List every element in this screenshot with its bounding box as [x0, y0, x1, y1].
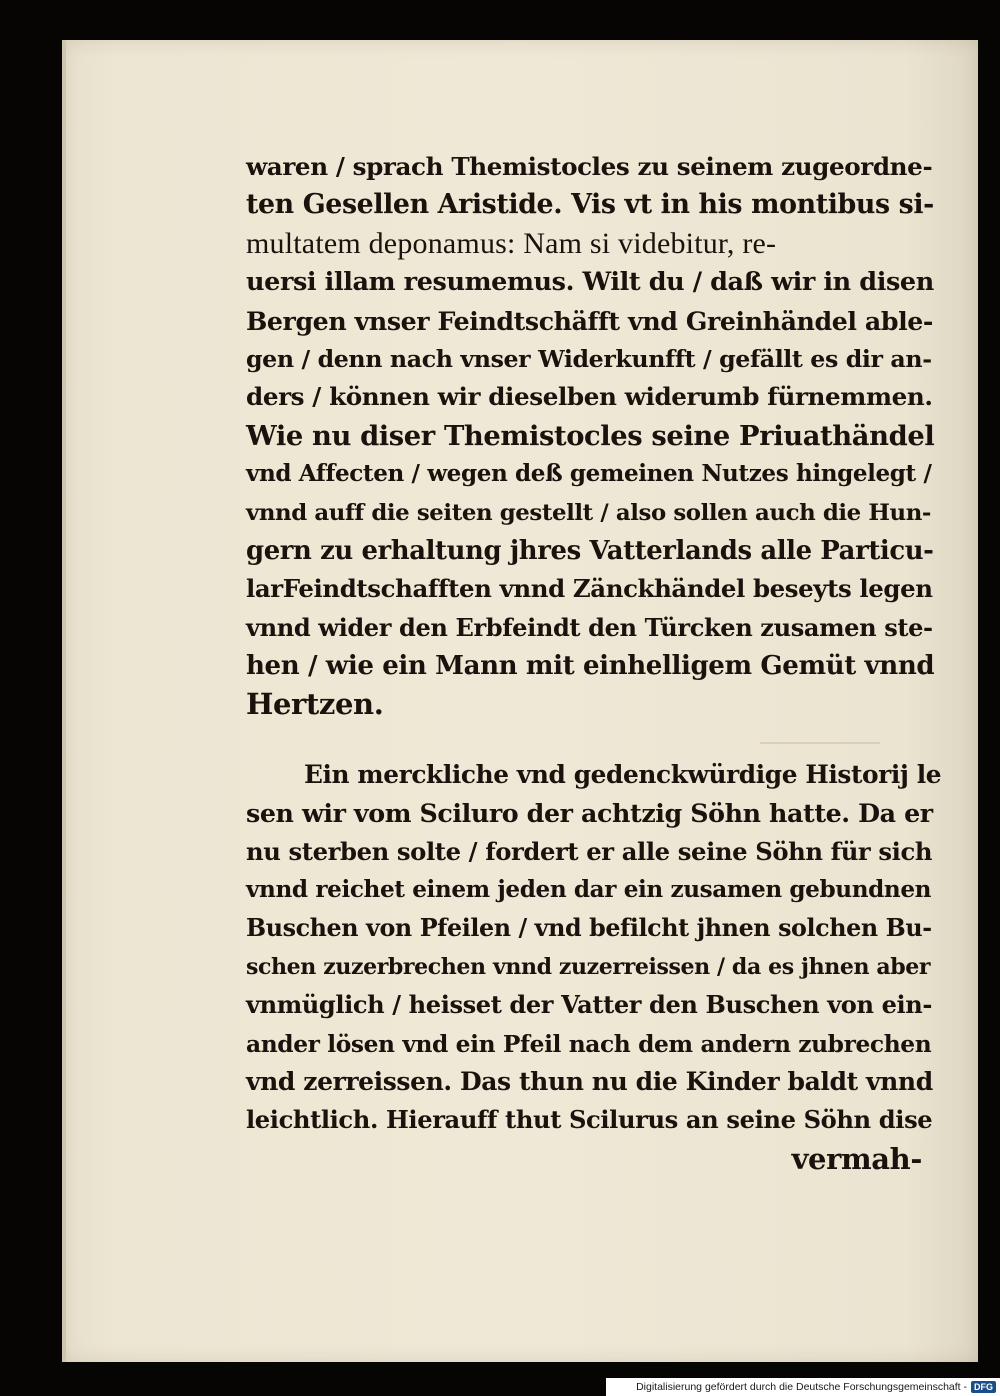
text-line: waren / sprach Themistocles zu seinem zugeordne-: [246, 152, 933, 181]
text-line: larFeindtschafften vnnd Zänckhändel beseyts legen: [246, 574, 933, 604]
text-line: Hertzen.: [246, 687, 384, 722]
text-line: ders / können wir dieselben widerumb fürnemmen.: [246, 382, 933, 412]
funding-footer: [606, 1378, 1000, 1396]
text-line: ten Gesellen Aristide. Vis vt in his montibus si-: [246, 189, 934, 221]
text-line: uersi illam resumemus. Wilt du / daß wir in disen: [246, 267, 934, 298]
text-line: Bergen vnser Feindtschäfft vnd Greinhändel able-: [246, 305, 933, 336]
text-line: gen / denn nach vnser Widerkunfft / gefällt es dir an-: [246, 344, 932, 373]
text-line: Ein merckliche vnd gedenckwürdige Historij le: [304, 759, 942, 789]
page-edge: [62, 40, 66, 1362]
text-line: leichtlich. Hierauff thut Scilurus an seine Söhn dise: [246, 1105, 933, 1135]
funding-credit: Digitalisierung gefördert durch die Deutsche Forschungsgemeinschaft -: [636, 1381, 967, 1393]
text-line: vnnd auff die seiten gestellt / also sollen auch die Hun-: [246, 499, 931, 526]
text-line: vnd Affecten / wegen deß gemeinen Nutzes hingelegt /: [246, 460, 932, 488]
dfg-logo: DFG: [971, 1381, 996, 1393]
text-line: vnnd wider den Erbfeindt den Türcken zusamen ste-: [246, 612, 933, 642]
text-line: ander lösen vnd ein Pfeil nach dem andern zubrechen: [246, 1029, 932, 1058]
text-line: vnd zerreissen. Das thun nu die Kinder baldt vnnd: [246, 1066, 933, 1096]
text-line: vnmüglich / heisset der Vatter den Buschen von ein-: [246, 990, 932, 1020]
text-line: Wie nu diser Themistocles seine Priuathändel: [246, 419, 935, 452]
text-line: sen wir vom Sciluro der achtzig Söhn hatte. Da er: [246, 798, 933, 829]
paragraph-1: [246, 148, 936, 724]
text-line: hen / wie ein Mann mit einhelligem Gemüt vnnd: [246, 651, 935, 682]
paragraph-gap: [246, 724, 936, 756]
page-text: [246, 148, 942, 1178]
text-line: nu sterben solte / fordert er alle seine Söhn für sich: [246, 836, 933, 866]
text-line: gern zu erhaltung jhres Vatterlands alle Particu-: [246, 535, 934, 566]
catchword: vermah-: [791, 1141, 922, 1176]
text-line-latin: multatem deponamus: Nam si videbitur, re-: [246, 226, 777, 260]
text-line: schen zuzerbrechen vnnd zuzerreissen / da es jhnen aber: [246, 953, 931, 980]
paragraph-2: [246, 756, 942, 1178]
text-line: vnnd reichet einem jeden dar ein zusamen gebundnen: [246, 876, 932, 904]
text-line: Buschen von Pfeilen / vnd befilcht jhnen solchen Bu-: [246, 914, 932, 943]
